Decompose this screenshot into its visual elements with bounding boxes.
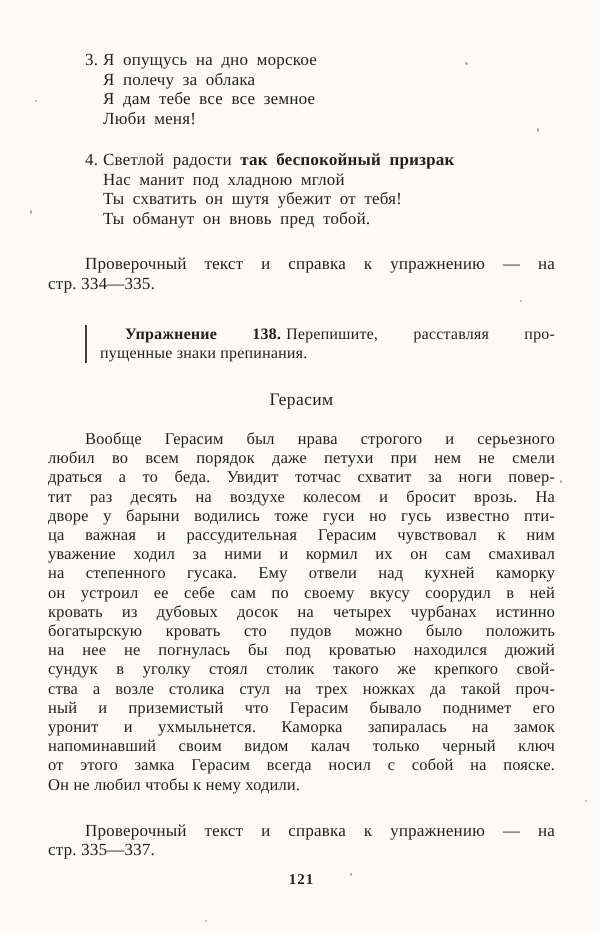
reference-note-before (48, 254, 555, 293)
scan-speck (520, 300, 522, 302)
text-line: Проверочный текст и справка к упражнению — на (85, 820, 555, 840)
text-line (103, 70, 555, 90)
scan-speck (465, 62, 468, 65)
exercise-line (100, 325, 555, 344)
list-item-number: 4. (85, 150, 99, 169)
poem-item-3 (85, 50, 555, 128)
text-line: богатырскую кровать сто пудов можно было положить (48, 621, 555, 641)
poem-lines (103, 150, 555, 228)
text-line (103, 209, 555, 229)
text-line: ства а возле столика стул на трех ножках да такой проч- (48, 678, 555, 698)
exercise-instruction: Перепишите, расставляя про- (286, 326, 555, 343)
text-line (103, 109, 555, 129)
text-line: тит раз десять на воздухе колесом и бросит врозь. На (48, 486, 555, 506)
text-line: сундук в уголку стоял столик такого же крепкого свой- (48, 659, 555, 679)
text-line: драться а то беда. Увидит тотчас схватит за ноги повер- (48, 467, 555, 487)
text-segment: Люби меня! (103, 108, 197, 128)
scan-speck (350, 873, 352, 876)
text-line: на нее не погнулась бы под кроватью находился дюжий (48, 640, 555, 660)
scan-speck (205, 920, 207, 922)
text-line: кровать из дубовых досок на четырех чурбанах истинно (48, 601, 555, 621)
text-line: ца важная и рассудительная Герасим чувствовал к ним (48, 525, 555, 545)
list-item-number: 3. (85, 50, 99, 69)
text-segment: Я полечу за облака (103, 69, 256, 89)
text-line (103, 150, 555, 170)
text-line: он устроил ее себе сам по своему вкусу соорудил в ней (48, 582, 555, 602)
text-line: уронит и ухмыльнется. Каморка запиралась на замок (48, 717, 555, 737)
text-line: ный и приземистый что Герасим бывало поднимет его (48, 697, 555, 717)
exercise-line: пущенные знаки препинания. (100, 345, 308, 362)
text-line: любил во всем порядок даже петухи при нем не смели (48, 448, 555, 468)
scan-speck (560, 480, 562, 483)
poem-item-4 (85, 150, 555, 228)
scan-speck (537, 128, 539, 132)
scan-speck (30, 210, 32, 214)
text-segment: Я опущусь на дно морское (103, 50, 317, 69)
text-line (103, 89, 555, 109)
text-line (103, 170, 555, 190)
text-segment: Нас манит под хладною мглой (103, 169, 345, 189)
text-line: уважение ходил за ними и кормил их он сам смахивал (48, 544, 555, 564)
text-line: дворе у барыни водились тоже гуси но гусь известно пти- (48, 505, 555, 525)
text-line (103, 50, 555, 70)
story-paragraph (48, 429, 555, 794)
bold-text-segment: так беспокойный призрак (240, 150, 455, 169)
scan-speck (35, 100, 37, 102)
scan-speck (585, 800, 587, 802)
text-line: Он не любил чтобы к нему ходили. (48, 774, 301, 794)
exercise-label: Упражнение 138. (125, 326, 282, 343)
page-number: 121 (288, 871, 315, 888)
text-line: Вообще Герасим был нрава строгого и серьезного (85, 429, 555, 448)
text-segment: Светлой радости (103, 150, 241, 169)
text-segment: Ты обманут он вновь пред тобой. (103, 208, 371, 228)
text-line: от этого замка Герасим всегда носил с собой на пояске. (48, 755, 555, 775)
text-line (103, 189, 555, 209)
text-line: Проверочный текст и справка к упражнению — на (85, 254, 555, 273)
reference-note-after (48, 821, 555, 860)
text-segment: Ты схватить он шутя убежит от тебя! (103, 189, 403, 208)
text-line: стр. 335—337. (48, 840, 156, 860)
text-line: напоминавший своим видом калач только черный ключ (48, 736, 555, 756)
text-line: на степенного гусака. Ему отвели над кухней каморку (48, 563, 555, 583)
text-line: стр. 334—335. (48, 273, 156, 293)
story-title: Герасим (269, 389, 334, 409)
text-segment: Я дам тебе все все земное (103, 89, 316, 108)
exercise-heading (85, 325, 555, 363)
poem-lines (103, 50, 555, 128)
